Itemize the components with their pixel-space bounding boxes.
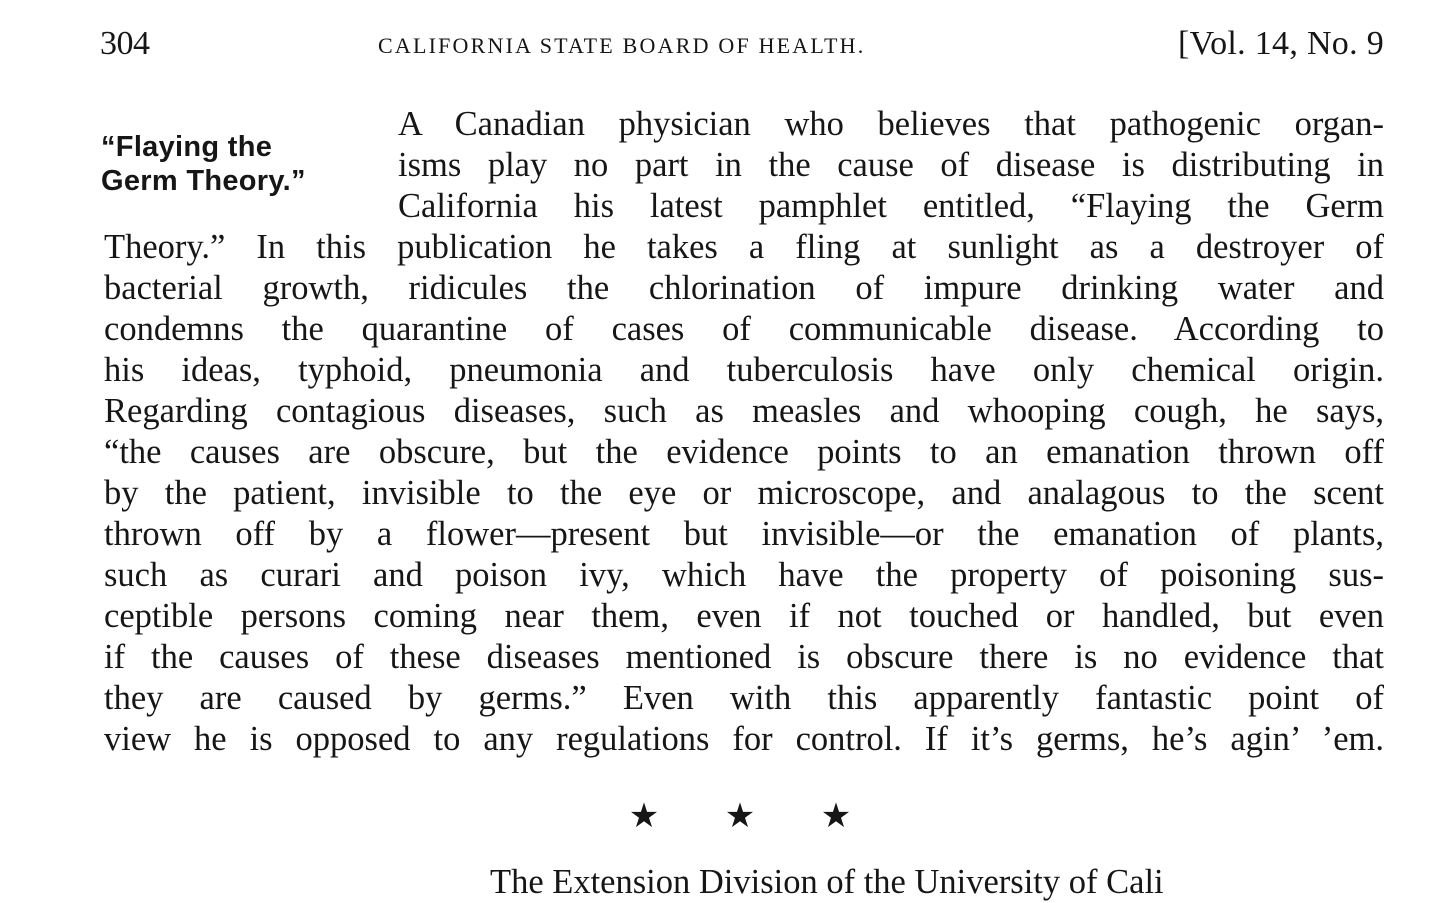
side-heading-line-1: “Flaying the	[101, 131, 273, 163]
text-line: California his latest pamphlet entitled, “Flaying the Germ	[398, 187, 1384, 225]
text-line: Regarding contagious diseases, such as measles and whooping cough, he says,	[104, 392, 1384, 430]
text-line: thrown off by a flower—present but invisible—or the emanation of plants,	[104, 515, 1384, 553]
journal-title: CALIFORNIA STATE BOARD OF HEALTH.	[378, 33, 866, 58]
text-line: by the patient, invisible to the eye or microscope, and analagous to the scent	[104, 474, 1384, 512]
side-heading	[101, 130, 381, 198]
volume-info: [Vol. 14, No. 9	[1178, 25, 1384, 62]
text-line: Theory.” In this publication he takes a fling at sunlight as a destroyer of	[104, 228, 1384, 266]
star-icon: ★	[628, 796, 660, 836]
text-line: such as curari and poison ivy, which have the property of poisoning sus-	[104, 556, 1384, 594]
text-line: isms play no part in the cause of disease is distributing in	[398, 146, 1384, 184]
text-line: “the causes are obscure, but the evidence points to an emanation thrown off	[104, 433, 1384, 471]
text-line: bacterial growth, ridicules the chlorination of impure drinking water and	[104, 269, 1384, 307]
text-line: his ideas, typhoid, pneumonia and tuberculosis have only chemical origin.	[104, 351, 1384, 389]
star-icon: ★	[820, 796, 852, 836]
text-line: if the causes of these diseases mentioned is obscure there is no evidence that	[104, 638, 1384, 676]
star-icon: ★	[724, 796, 756, 836]
side-heading-line-2: Germ Theory.”	[101, 165, 306, 197]
page-number: 304	[100, 25, 150, 62]
text-line-last: view he is opposed to any regulations for control. If it’s germs, he’s agin’ ’em.	[104, 720, 1384, 758]
text-line: A Canadian physician who believes that pathogenic organ-	[398, 105, 1384, 143]
running-header	[100, 22, 1384, 66]
text-line: condemns the quarantine of cases of communicable disease. According to	[104, 310, 1384, 348]
text-line: they are caused by germs.” Even with this apparently fantastic point of	[104, 679, 1384, 717]
next-paragraph-partial: The Extension Division of the University of Cali	[490, 863, 1164, 901]
text-line: ceptible persons coming near them, even if not touched or handled, but even	[104, 597, 1384, 635]
section-divider-stars	[620, 792, 860, 840]
